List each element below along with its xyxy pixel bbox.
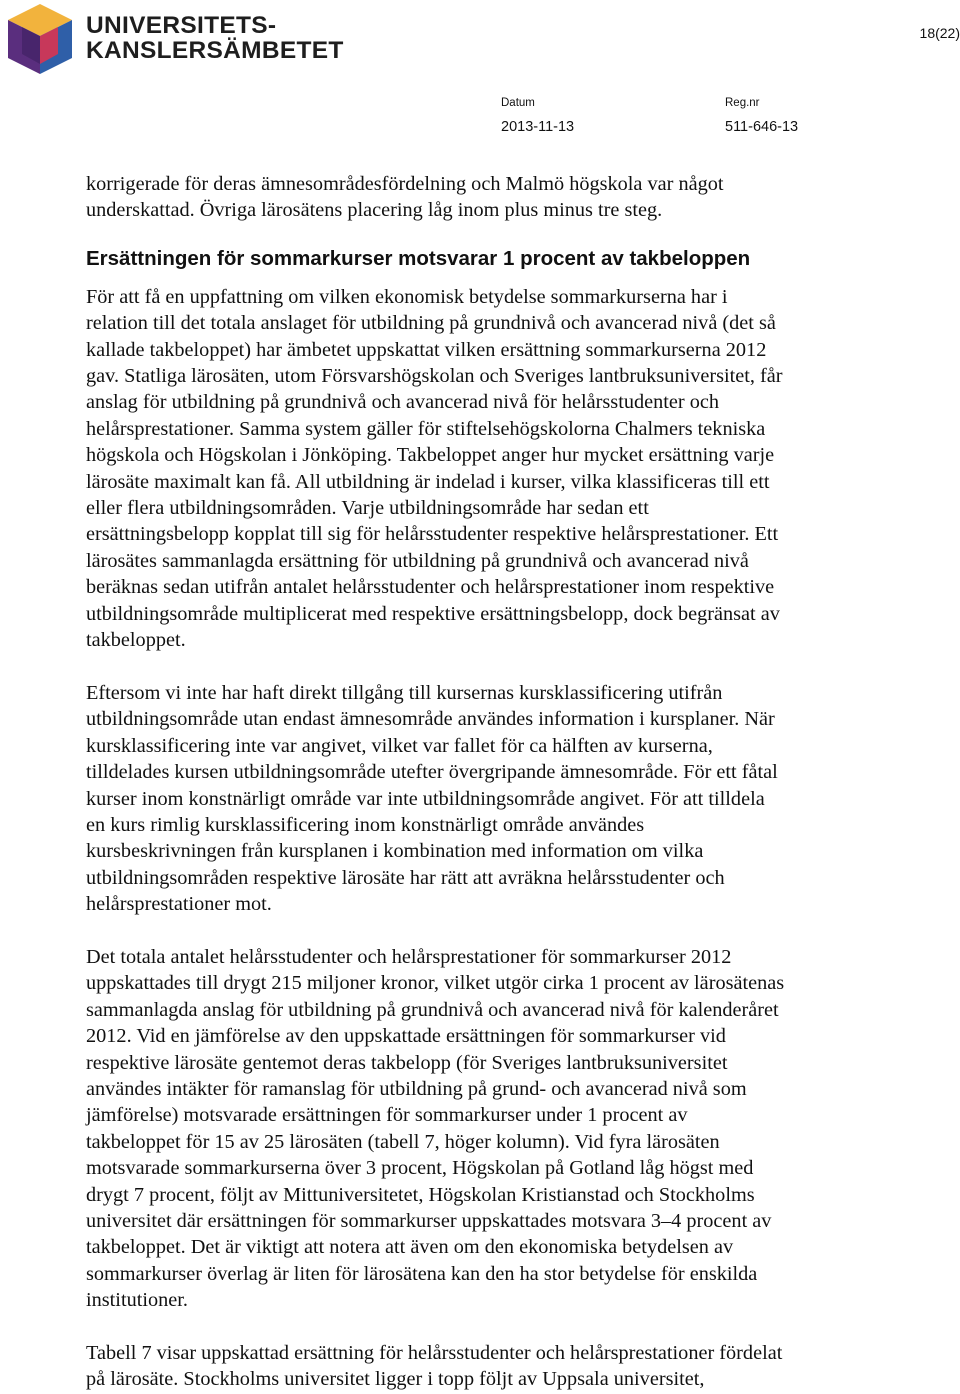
text-line: kursbeskrivningen från kursplanen i kombination med information om vilka	[86, 840, 704, 863]
intro-paragraph	[86, 171, 886, 224]
document-body	[86, 171, 886, 1393]
text-line: lärosäte maximalt kan få. All utbildning är indelad i kurser, vilka klassificeras till ett	[86, 470, 770, 493]
text-line: beräknas sedan utifrån antalet helårsstudenter och helårsprestationer inom respektive	[86, 576, 775, 599]
paragraph-1	[86, 284, 886, 654]
text-line: användes intäkter för ramanslag för utbildning på grund- och avancerad nivå som	[86, 1077, 747, 1100]
text-line: korrigerade för deras ämnesområdesfördelning och Malmö högskola var något	[86, 173, 724, 195]
reg-value: 511-646-13	[725, 119, 799, 135]
text-line: 2012. Vid en jämförelse av den uppskattade ersättningen för sommarkurser vid	[86, 1025, 726, 1048]
text-line: kallade takbeloppet) har ämbetet uppskattat vilken ersättning sommarkurserna 2012	[86, 338, 767, 361]
date-value: 2013-11-13	[501, 119, 575, 135]
text-line: sommarkurser överlag är liten för lärosätena kan den ha stor betydelse för enskilda	[86, 1262, 758, 1285]
reg-block	[725, 97, 798, 135]
paragraph-4	[86, 1340, 886, 1393]
text-line: helårsprestationer. Samma system gäller för stiftelsehögskolorna Chalmers tekniska	[86, 417, 766, 440]
text-line: universitet där ersättningen för sommarkurser uppskattades motsvara 3–4 procent av	[86, 1210, 772, 1232]
text-line: lärosätes sammanlagda ersättning för utbildning på grundnivå och avancerad nivå	[86, 549, 749, 572]
page-number: 18(22)	[919, 25, 960, 41]
date-block	[501, 97, 574, 135]
text-line: motsvarade sommarkurserna över 3 procent, Högskolan på Gotland låg högst med	[86, 1157, 754, 1180]
text-line: drygt 7 procent, följt av Mittuniversitetet, Högskolan Kristianstad och Stockholms	[86, 1183, 755, 1206]
paragraph-2	[86, 680, 886, 918]
text-line: helårsprestationer mot.	[86, 893, 272, 916]
organization-name	[86, 13, 344, 63]
text-line: uppskattades till drygt 215 miljoner kronor, vilket utgör cirka 1 procent av lärosätenas	[86, 972, 785, 995]
text-line: kursklassificering inte var angivet, vilket var fallet för ca hälften av kurserna,	[86, 734, 713, 757]
text-line: ersättningsbelopp kopplat till sig för helårsstudenter respektive helårsprestationer. Ett	[86, 523, 779, 546]
text-line: underskattad. Övriga lärosätens placering låg inom plus minus tre steg.	[86, 199, 663, 222]
text-line: gav. Statliga lärosäten, utom Försvarshögskolan och Sveriges lantbruksuniversitet, får	[86, 365, 783, 388]
date-label: Datum	[501, 97, 535, 109]
agency-logo	[6, 2, 74, 76]
text-line: en kurs rimlig kursklassificering inom konstnärligt område användes	[86, 813, 645, 836]
text-line: utbildningsområde multiplicerat med respektive ersättningsbelopp, dock begränsat av	[86, 602, 780, 625]
text-line: kurser inom konstnärligt område var inte utbildningsområde angivet. För att tilldela	[86, 787, 765, 810]
logo-mark-icon	[6, 2, 74, 76]
text-line: respektive lärosäte gentemot deras takbelopp (för Sveriges lantbruksuniversitet	[86, 1051, 728, 1074]
text-line: För att få en uppfattning om vilken ekonomisk betydelse sommarkurserna har i	[86, 285, 728, 308]
text-line: relation till det totala anslaget för utbildning på grundnivå och avancerad nivå (det så	[86, 312, 776, 335]
text-line: tilldelades kursen utbildningsområde utefter övergripande ämnesområde. För ett fåtal	[86, 761, 778, 784]
text-line: utbildningsområden respektive lärosäte har rätt att avräkna helårsstudenter och	[86, 866, 725, 889]
text-line: institutioner.	[86, 1289, 188, 1312]
text-line: eller flera utbildningsområden. Varje utbildningsområde har sedan ett	[86, 497, 649, 520]
text-line: anslag för utbildning på grundnivå och avancerad nivå för helårsstudenter och	[86, 391, 720, 414]
text-line: Det totala antalet helårsstudenter och helårsprestationer för sommarkurser 2012	[86, 945, 732, 968]
text-line: utbildningsområde utan endast ämnesområde användes information i kursplaner. När	[86, 708, 775, 731]
text-line: Eftersom vi inte har haft direkt tillgång till kursernas kursklassificering utifrån	[86, 681, 723, 704]
text-line: takbeloppet. Det är viktigt att notera att även om den ekonomiska betydelsen av	[86, 1236, 734, 1259]
text-line: på lärosäte. Stockholms universitet ligger i topp följt av Uppsala universitet,	[86, 1368, 705, 1391]
text-line: Tabell 7 visar uppskattad ersättning för helårsstudenter och helårsprestationer fördelat	[86, 1342, 783, 1365]
text-line: sammanlagda anslag för utbildning på grundnivå och avancerad nivå för kalenderåret	[86, 998, 779, 1021]
org-name-line-2: KANSLERSÄMBETET	[86, 37, 344, 64]
section-heading: Ersättningen för sommarkurser motsvarar 1 procent av takbeloppen	[86, 246, 751, 270]
text-line: takbeloppet.	[86, 629, 186, 652]
reg-label: Reg.nr	[725, 97, 760, 109]
text-line: jämförelse) motsvarade ersättningen för sommarkurser under 1 procent av	[86, 1104, 688, 1127]
org-name-line-1: UNIVERSITETS-	[86, 12, 277, 39]
text-line: takbeloppet för 15 av 25 lärosäten (tabell 7, höger kolumn). Vid fyra lärosäten	[86, 1130, 720, 1153]
text-line: högskola och Högskolan i Jönköping. Takbeloppet anger hur mycket ersättning varje	[86, 444, 775, 467]
paragraph-3	[86, 944, 886, 1314]
